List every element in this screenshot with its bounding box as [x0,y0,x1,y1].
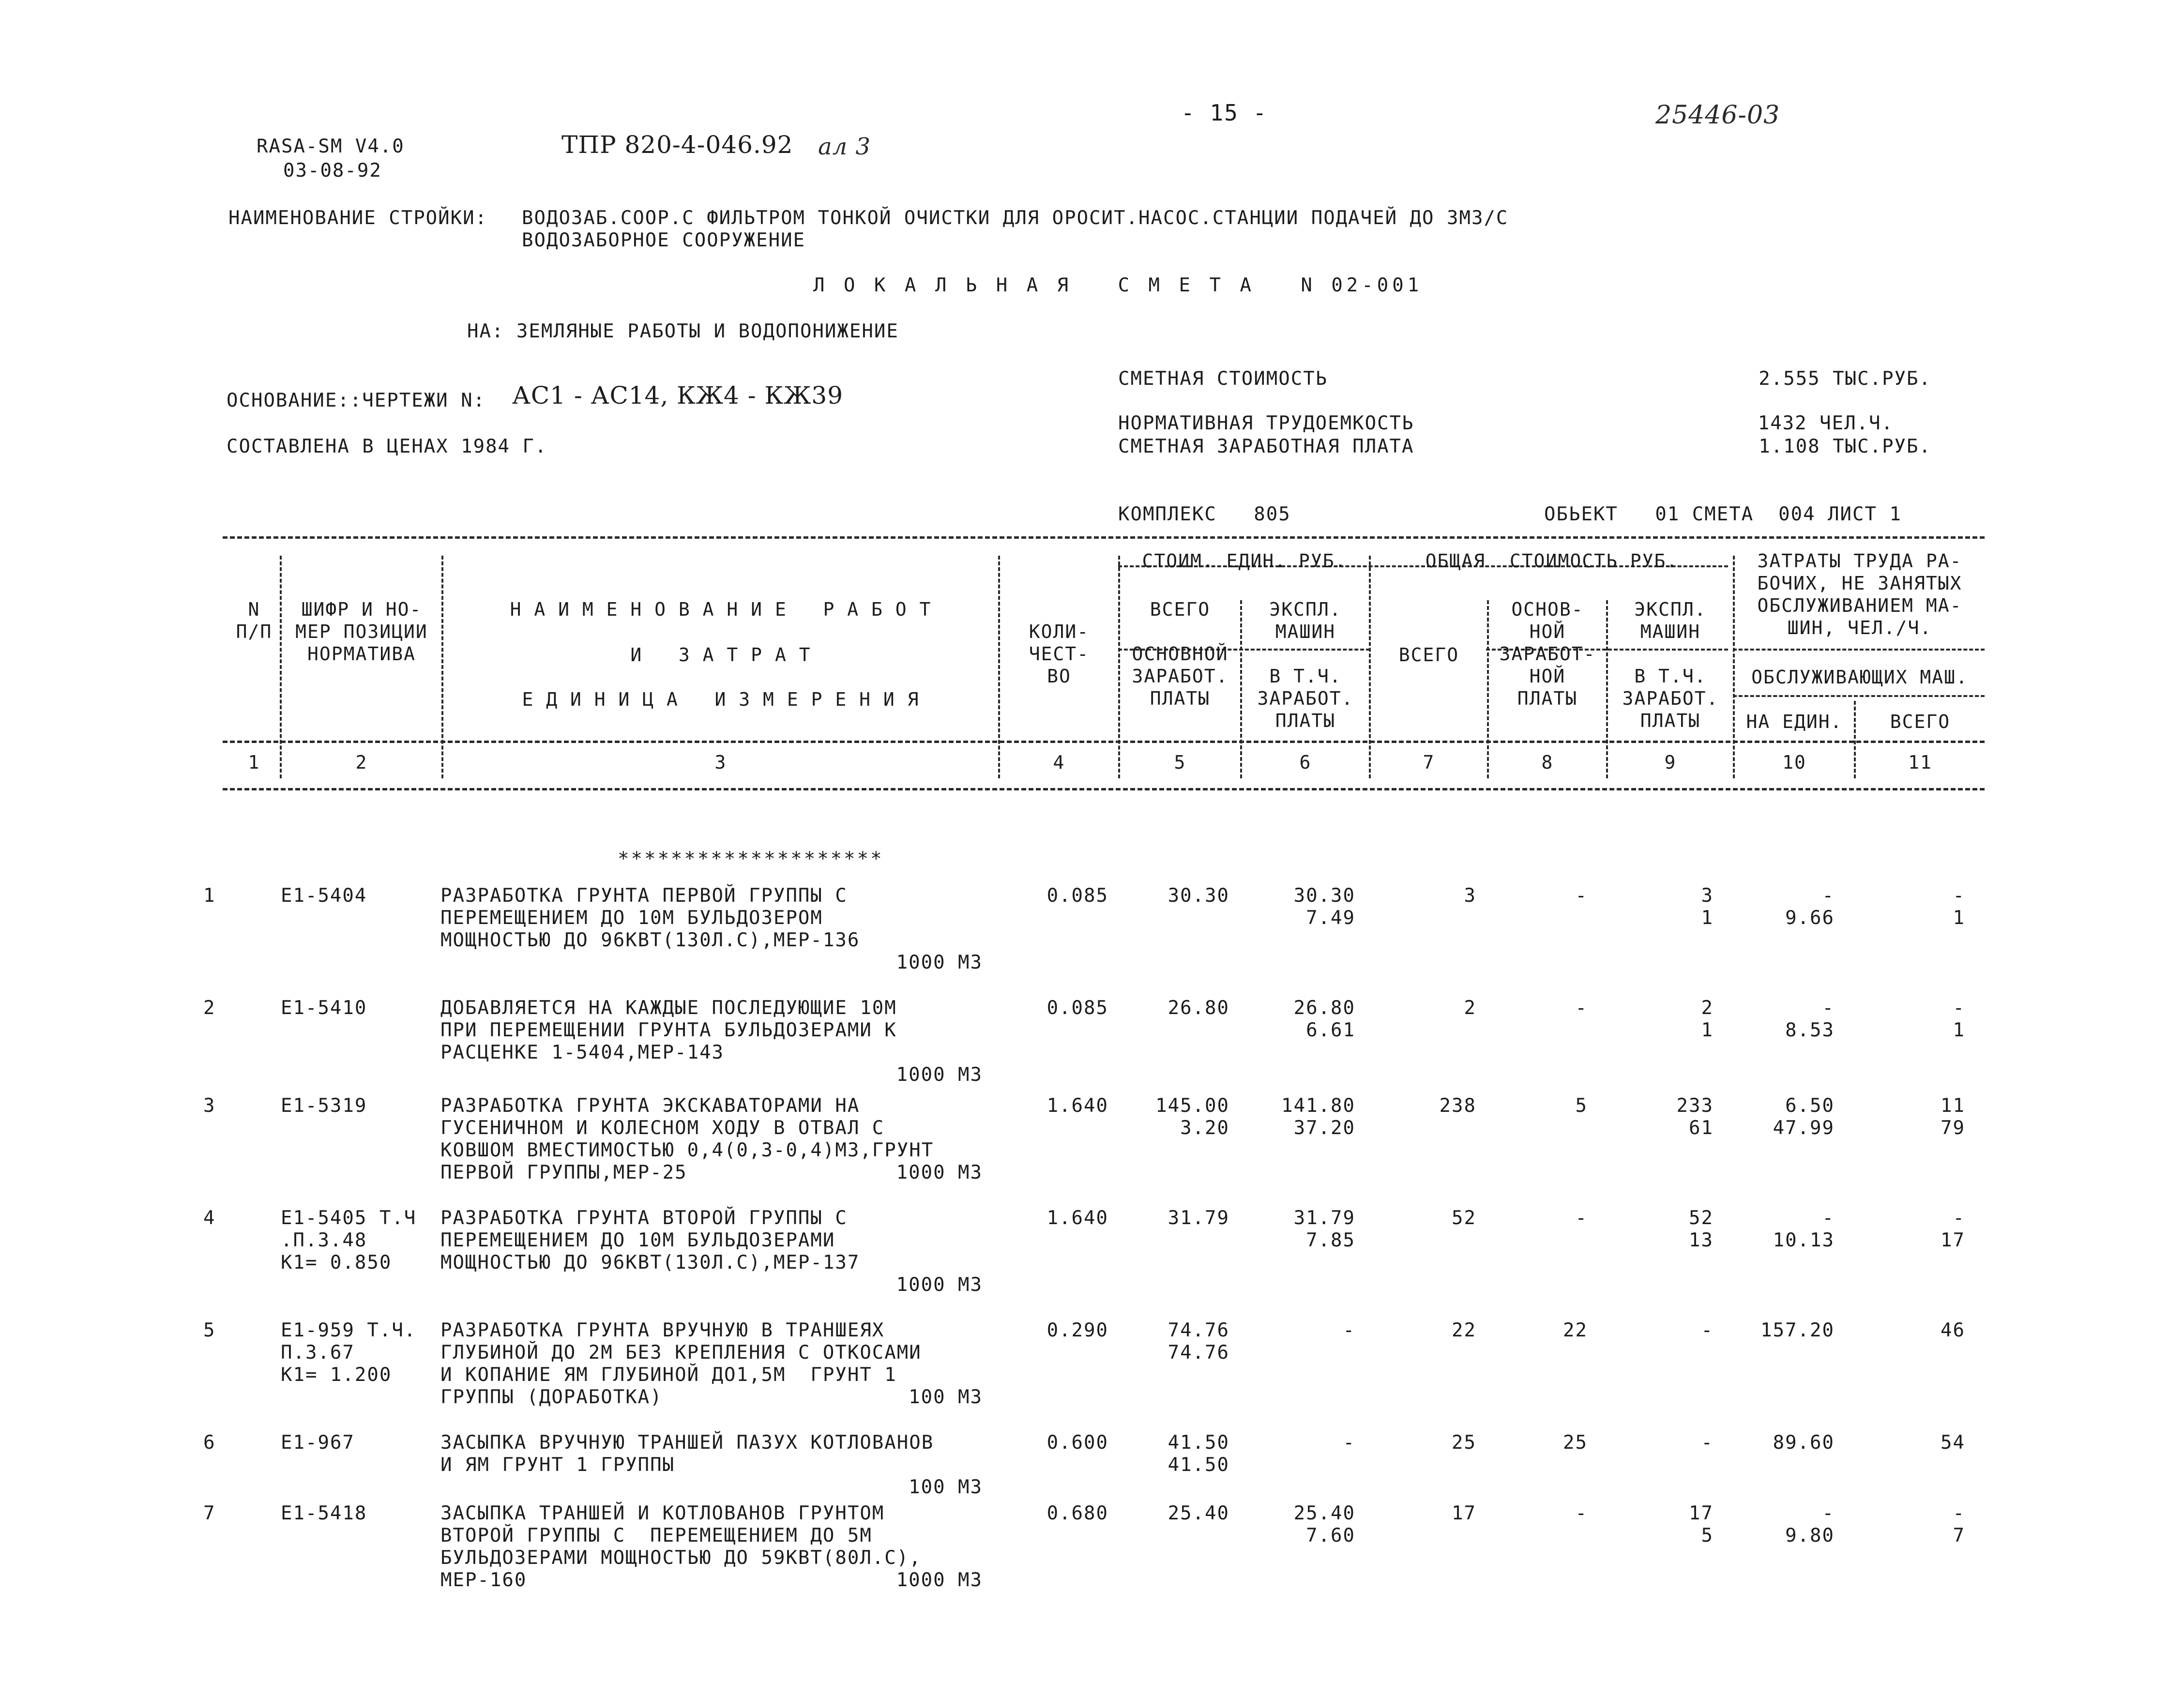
numbers-bottom-rule [223,788,1985,790]
header-name: Н А И М Е Н О В А Н И Е Р А Б О Т [510,599,932,620]
header-code: ШИФР И НО- МЕР ПОЗИЦИИ НОРМАТИВА [295,599,428,665]
colnum-4: 4 [1053,752,1065,773]
row-labor-per-unit: 157.20 [1760,1319,1835,1341]
row-total: 22 [1452,1319,1476,1341]
header-c5: ВСЕГО ОСНОВНОЙ ЗАРАБОТ. ПЛАТЫ [1132,599,1228,709]
row-total-machines: 17 5 [1689,1502,1714,1546]
row-labor-total: - 17 [1941,1207,1965,1251]
header-unit: Е Д И Н И Ц А И З М Е Р Е Н И Я [522,689,920,710]
colnum-11: 11 [1908,752,1932,773]
header-bottom-rule [223,741,1985,743]
row-description: РАЗРАБОТКА ГРУНТА ВТОРОЙ ГРУППЫ С ПЕРЕМЕЩЕНИЕМ ДО 10М БУЛЬДОЗЕРАМИ МОЩНОСТЬЮ ДО 96КВТ(130Л.С),МЕР-137 [440,1207,860,1274]
row-code: Е1-5405 Т.Ч .П.3.48 К1= 0.850 [281,1207,417,1274]
row-labor-per-unit: - 8.53 [1785,997,1835,1041]
object-label: ОБЬЕКТ 01 СМЕТА 004 ЛИСТ 1 [1544,503,1902,525]
row-description: РАЗРАБОТКА ГРУНТА ПЕРВОЙ ГРУППЫ С ПЕРЕМЕЩЕНИЕМ ДО 10М БУЛЬДОЗЕРОМ МОЩНОСТЬЮ ДО 96КВТ(130Л.С),МЕР-136 [440,885,860,951]
header-index: N П/П [236,599,273,642]
header-name-2: И З А Т Р А Т [630,644,811,666]
row-quantity: 0.085 [1046,997,1108,1019]
row-code: Е1-5404 [281,885,367,907]
summary-labor-value: 1432 ЧЕЛ.Ч. [1758,412,1894,434]
row-labor-per-unit: 6.50 47.99 [1773,1095,1835,1139]
row-total-machines: 52 13 [1689,1207,1714,1251]
header-labor: ЗАТРАТЫ ТРУДА РА- БОЧИХ, НЕ ЗАНЯТЫХ ОБСЛУЖИВАНИЕМ МА- ШИН, ЧЕЛ./Ч. [1757,550,1962,638]
row-index: 3 [203,1095,216,1117]
row-total-machines: 3 1 [1701,885,1714,929]
row-description: ЗАСЫПКА ВРУЧНУЮ ТРАНШЕЙ ПАЗУХ КОТЛОВАНОВ И ЯМ ГРУНТ 1 ГРУППЫ [440,1432,934,1476]
divider-2 [441,556,443,778]
row-total-machines: 2 1 [1701,997,1714,1041]
row-labor-per-unit: 89.60 [1773,1432,1835,1454]
colnum-5: 5 [1174,752,1186,773]
row-unit-cost-machines: - [1343,1319,1355,1341]
colnum-9: 9 [1664,752,1677,773]
colnum-10: 10 [1782,752,1806,773]
row-index: 7 [203,1502,216,1524]
row-unit: 1000 М3 [896,1162,983,1183]
row-total-machines: - [1701,1319,1714,1341]
basis-label: ОСНОВАНИЕ::ЧЕРТЕЖИ N: [227,390,486,411]
prices-note: СОСТАВЛЕНА В ЦЕНАХ 1984 Г. [227,436,547,457]
row-labor-per-unit: - 9.66 [1785,885,1835,929]
summary-cost-label: СМЕТНАЯ СТОИМОСТЬ [1118,368,1328,390]
row-quantity: 1.640 [1046,1095,1108,1117]
row-total: 17 [1452,1502,1476,1524]
row-total-wages: - [1575,1502,1588,1524]
construction-name: ВОДОЗАБ.СООР.С ФИЛЬТРОМ ТОНКОЙ ОЧИСТКИ ДЛЯ ОРОСИТ.НАСОС.СТАНЦИИ ПОДАЧЕЙ ДО 3М3/С [522,207,1509,229]
row-quantity: 0.085 [1046,885,1108,907]
row-unit-cost-total: 26.80 [1168,997,1229,1019]
row-unit: 1000 М3 [896,1569,983,1591]
row-quantity: 0.600 [1046,1432,1108,1454]
row-unit-cost-machines: 26.80 6.61 [1293,997,1355,1041]
row-code: Е1-967 [281,1432,355,1454]
row-total: 25 [1452,1432,1476,1454]
row-unit: 100 М3 [909,1476,983,1498]
labor-subrule-2 [1733,695,1985,697]
construction-object: ВОДОЗАБОРНОЕ СООРУЖЕНИЕ [522,229,806,251]
row-total-wages: 25 [1563,1432,1588,1454]
row-total-wages: - [1575,1207,1588,1229]
section-stars: ******************** [618,848,884,870]
header-c11: ВСЕГО [1890,711,1951,732]
row-description: РАЗРАБОТКА ГРУНТА ЭКСКАВАТОРАМИ НА ГУСЕНИЧНОМ И КОЛЕСНОМ ХОДУ В ОТВАЛ С КОВШОМ ВМЕСТИМОСТЬЮ 0,4(0,3-0,4)М3,ГРУНТ ПЕРВОЙ ГРУППЫ,МЕР-25 [440,1095,934,1183]
row-description: ДОБАВЛЯЕТСЯ НА КАЖДЫЕ ПОСЛЕДУЮЩИЕ 10М ПРИ ПЕРЕМЕЩЕНИИ ГРУНТА БУЛЬДОЗЕРАМИ К РАСЦЕНКЕ 1-5404,МЕР-143 [440,997,897,1063]
basis-value: АС1 - АС14, КЖ4 - КЖ39 [512,381,844,409]
header-c9: ЭКСПЛ. МАШИН В Т.Ч. ЗАРАБОТ. ПЛАТЫ [1622,599,1719,731]
row-total-wages: 5 [1575,1095,1588,1117]
colnum-8: 8 [1541,752,1554,773]
row-description: РАЗРАБОТКА ГРУНТА ВРУЧНУЮ В ТРАНШЕЯХ ГЛУБИНОЙ ДО 2М БЕЗ КРЕПЛЕНИЯ С ОТКОСАМИ И КОПАНИЕ ЯМ ГЛУБИНОЙ ДО1,5М ГРУНТ 1 ГРУППЫ (ДОРАБОТКА) [440,1319,922,1408]
row-index: 2 [203,997,216,1019]
program-name: RASA-SM V4.0 [257,136,405,157]
header-c8: ОСНОВ- НОЙ ЗАРАБОТ- НОЙ ПЛАТЫ [1499,599,1596,709]
row-labor-total: 11 79 [1941,1095,1965,1139]
header-unit-cost: СТОИМ. ЕДИН. РУБ. [1142,550,1347,572]
summary-labor-label: НОРМАТИВНАЯ ТРУДОЕМКОСТЬ [1118,412,1414,434]
header-serving: ОБСЛУЖИВАЮЩИХ МАШ. [1751,667,1968,688]
row-labor-total: 46 [1941,1319,1965,1341]
row-quantity: 0.680 [1046,1502,1108,1524]
colnum-6: 6 [1299,752,1312,773]
row-labor-per-unit: - 9.80 [1785,1502,1835,1546]
header-c7: ВСЕГО [1398,644,1459,666]
row-index: 6 [203,1432,216,1454]
row-code: Е1-5418 [281,1502,367,1524]
document-subject: НА: ЗЕМЛЯНЫЕ РАБОТЫ И ВОДОПОНИЖЕНИЕ [467,320,899,342]
row-total-wages: - [1575,885,1588,907]
row-unit-cost-total: 145.00 3.20 [1155,1095,1229,1139]
summary-wage-label: СМЕТНАЯ ЗАРАБОТНАЯ ПЛАТА [1118,436,1414,457]
colnum-7: 7 [1423,752,1435,773]
row-code: Е1-5410 [281,997,367,1019]
row-unit: 1000 М3 [896,1274,983,1296]
summary-cost-value: 2.555 ТЫС.РУБ. [1759,368,1931,390]
row-total-machines: - [1701,1432,1714,1454]
row-description: ЗАСЫПКА ТРАНШЕЙ И КОТЛОВАНОВ ГРУНТОМ ВТОРОЙ ГРУППЫ С ПЕРЕМЕЩЕНИЕМ ДО 5М БУЛЬДОЗЕРАМИ МОЩНОСТЬЮ ДО 59КВТ(80Л.С), МЕР-160 [440,1502,922,1591]
row-unit: 100 М3 [909,1386,983,1408]
colnum-1: 1 [248,752,260,773]
row-total: 2 [1464,997,1476,1019]
handwritten-doc-number: 25446-03 [1655,101,1780,130]
row-total: 238 [1439,1095,1476,1117]
album-note: ал 3 [818,133,871,160]
row-total: 52 [1452,1207,1476,1229]
row-unit-cost-total: 41.50 41.50 [1168,1432,1229,1476]
row-labor-total: - 1 [1953,885,1965,929]
divider-6 [1369,556,1371,778]
row-quantity: 1.640 [1046,1207,1108,1229]
row-unit-cost-total: 30.30 [1168,885,1229,907]
row-total-machines: 233 61 [1676,1095,1714,1139]
header-quantity: КОЛИ- ЧЕСТ- ВО [1029,621,1090,687]
divider-1 [280,556,282,778]
row-labor-total: - 1 [1953,997,1965,1041]
row-unit-cost-machines: 31.79 7.85 [1293,1207,1355,1251]
document-title: Л О К А Л Ь Н А Я С М Е Т А N 02-001 [813,274,1423,296]
row-unit-cost-total: 74.76 74.76 [1168,1319,1229,1364]
row-unit-cost-machines: 141.80 37.20 [1281,1095,1355,1139]
summary-wage-value: 1.108 ТЫС.РУБ. [1759,436,1931,457]
labor-subrule [1733,649,1985,651]
construction-label: НАИМЕНОВАНИЕ СТРОЙКИ: [228,207,488,229]
row-unit-cost-total: 31.79 [1168,1207,1229,1229]
row-code: Е1-5319 [281,1095,367,1117]
row-total-wages: 22 [1563,1319,1588,1341]
row-labor-total: 54 [1941,1432,1965,1454]
table-top-rule [223,536,1985,539]
header-total-cost: ОБЩАЯ СТОИМОСТЬ РУБ. [1425,550,1679,572]
row-total: 3 [1464,885,1476,907]
row-total-wages: - [1575,997,1588,1019]
tpr-number: ТПР 820-4-046.92 [561,131,793,159]
page-number: - 15 - [1181,100,1268,126]
row-unit: 1000 М3 [896,952,983,973]
row-code: Е1-959 Т.Ч. П.3.67 К1= 1.200 [281,1319,417,1386]
row-unit-cost-machines: 30.30 7.49 [1293,885,1355,929]
row-unit-cost-total: 25.40 [1168,1502,1229,1524]
complex-label: КОМПЛЕКС 805 [1118,503,1291,525]
header-c6: ЭКСПЛ. МАШИН В Т.Ч. ЗАРАБОТ. ПЛАТЫ [1257,599,1354,731]
program-date: 03-08-92 [283,160,382,182]
row-unit-cost-machines: - [1343,1432,1355,1454]
header-c10: НА ЕДИН. [1746,711,1843,732]
row-index: 1 [203,885,216,907]
colnum-3: 3 [714,752,727,773]
row-labor-total: - 7 [1953,1502,1965,1546]
row-index: 5 [203,1319,216,1341]
row-unit: 1000 М3 [896,1064,983,1086]
row-labor-per-unit: - 10.13 [1773,1207,1835,1251]
row-quantity: 0.290 [1046,1319,1108,1341]
colnum-2: 2 [355,752,368,773]
row-unit-cost-machines: 25.40 7.60 [1293,1502,1355,1546]
row-index: 4 [203,1207,216,1229]
